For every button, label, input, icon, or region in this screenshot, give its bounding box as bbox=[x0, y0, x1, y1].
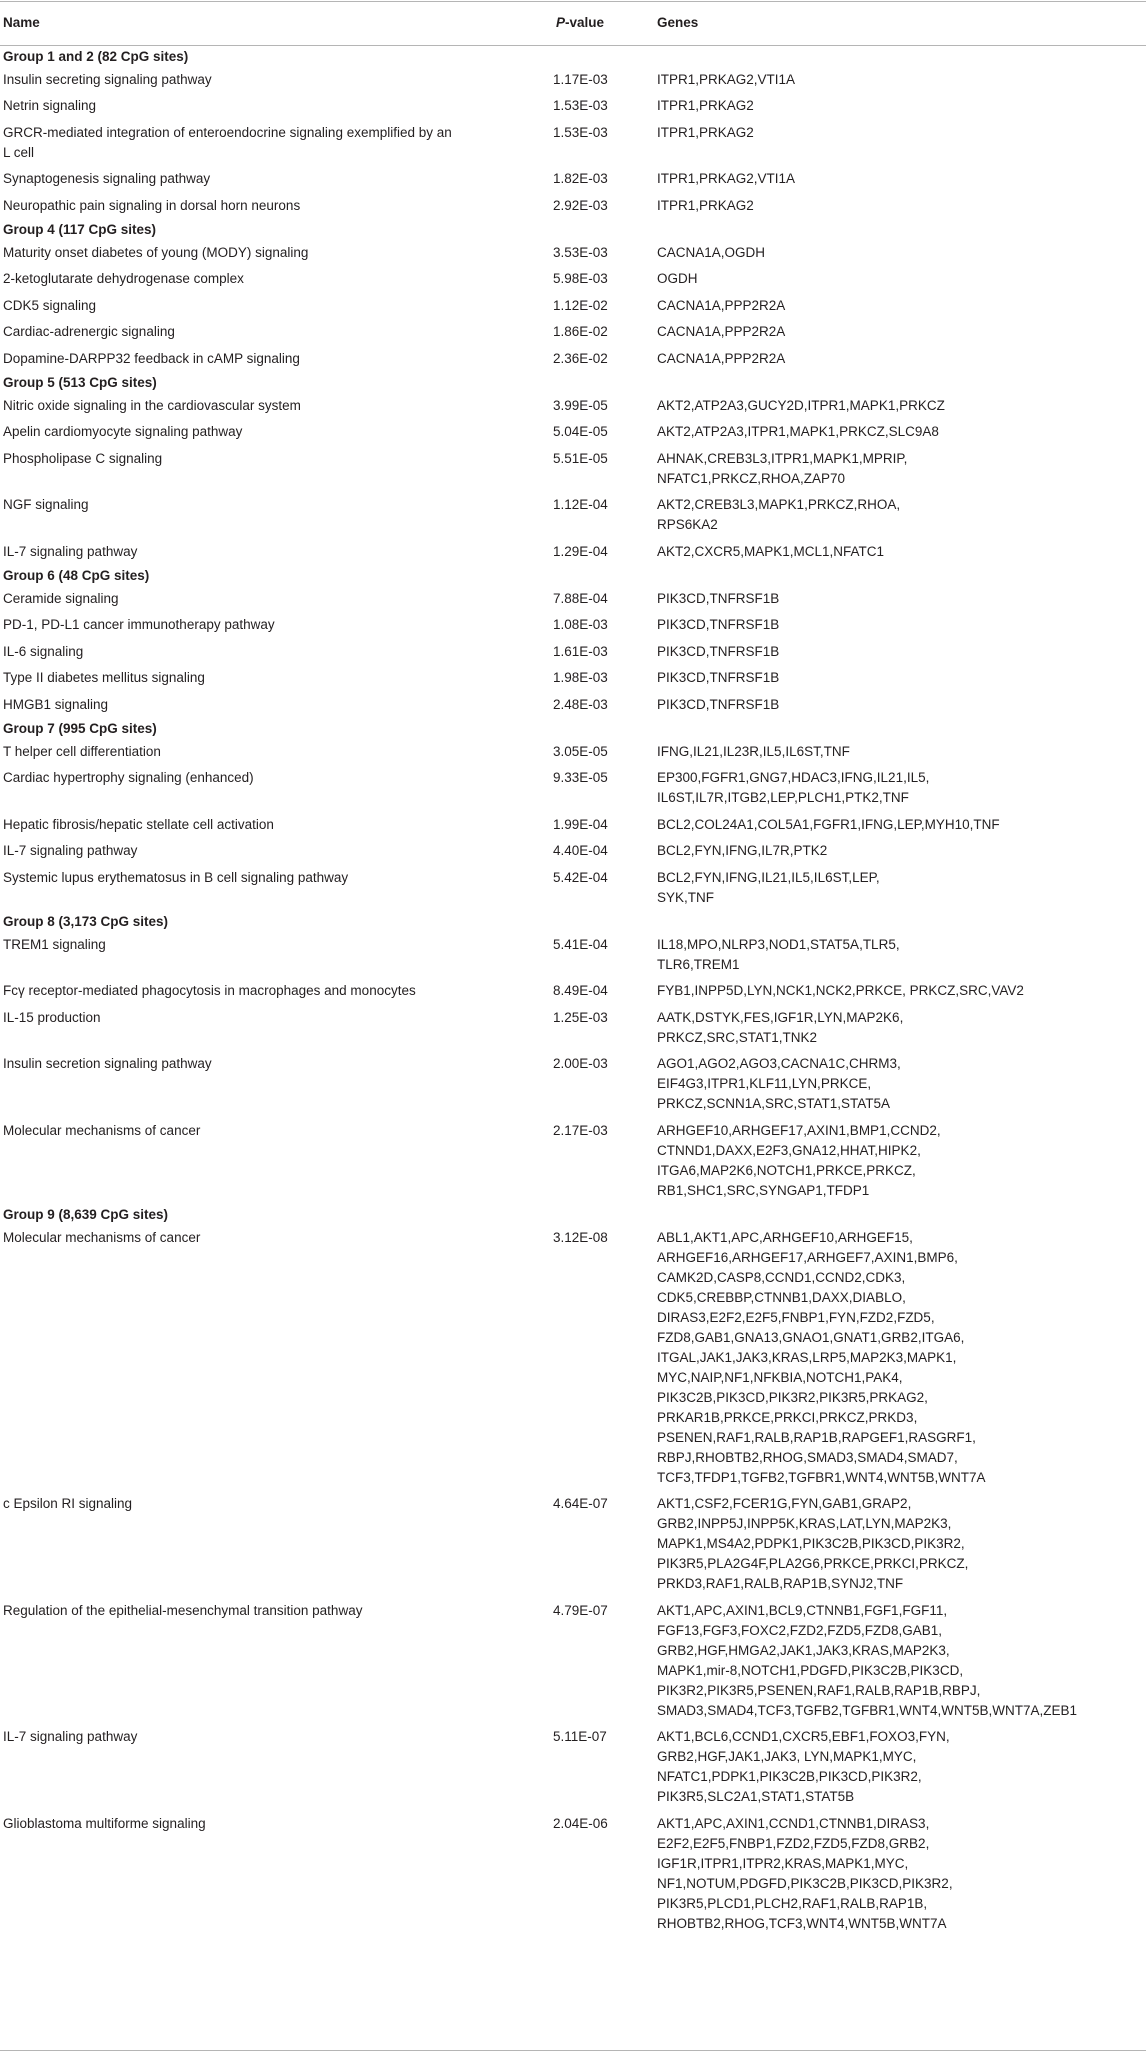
p-value: 3.12E-08 bbox=[553, 1229, 608, 1245]
gene-list bbox=[657, 396, 1137, 416]
gene-list-line: CAMK2D,CASP8,CCND1,CCND2,CDK3, bbox=[657, 1269, 906, 1285]
gene-list-line: MAPK1,MS4A2,PDPK1,PIK3C2B,PIK3CD,PIK3R2, bbox=[657, 1536, 965, 1551]
pathway-name bbox=[3, 695, 523, 715]
p-value: 1.29E-04 bbox=[553, 543, 608, 559]
gene-list-line: RBPJ,RHOBTB2,RHOG,SMAD3,SMAD4,SMAD7, bbox=[657, 1449, 958, 1465]
gene-list-line: TLR6,TREM1 bbox=[657, 956, 740, 972]
gene-list bbox=[657, 589, 1137, 609]
pathway-name-line: IL-7 signaling pathway bbox=[3, 543, 138, 559]
gene-list-line: PIK3CD,TNFRSF1B bbox=[657, 696, 780, 712]
pathway-name-line: Ceramide signaling bbox=[3, 590, 119, 606]
p-value: 7.88E-04 bbox=[553, 590, 608, 606]
gene-list-line: ITPR1,PRKAG2,VTI1A bbox=[657, 171, 796, 186]
pathway-name bbox=[3, 1727, 523, 1747]
gene-list bbox=[657, 1601, 1137, 1721]
gene-list bbox=[657, 123, 1137, 143]
gene-list-line: PIK3C2B,PIK3CD,PIK3R2,PIK3R5,PRKAG2, bbox=[657, 1389, 928, 1405]
gene-list bbox=[657, 70, 1137, 90]
gene-list-line: AKT2,CREB3L3,MAPK1,PRKCZ,RHOA, bbox=[657, 497, 901, 512]
gene-list-line: ITPR1,PRKAG2 bbox=[657, 98, 754, 113]
gene-list-line: EP300,FGFR1,GNG7,HDAC3,IFNG,IL21,IL5, bbox=[657, 770, 930, 785]
pathway-name bbox=[3, 841, 523, 861]
p-value: 3.53E-03 bbox=[553, 244, 608, 260]
p-value: 8.49E-04 bbox=[553, 983, 608, 998]
gene-list-line: PIK3R5,PLA2G4F,PLA2G6,PRKCE,PRKCI,PRKCZ, bbox=[657, 1556, 969, 1571]
p-value: 1.53E-03 bbox=[553, 98, 608, 113]
gene-list bbox=[657, 243, 1137, 263]
gene-list-line: IL18,MPO,NLRP3,NOD1,STAT5A,TLR5, bbox=[657, 936, 900, 952]
pathway-name-line: Cardiac hypertrophy signaling (enhanced) bbox=[3, 770, 254, 785]
pathway-name-line: CDK5 signaling bbox=[3, 297, 97, 313]
gene-list-line: CDK5,CREBBP,CTNNB1,DAXX,DIABLO, bbox=[657, 1289, 906, 1305]
pathway-name bbox=[3, 668, 523, 688]
p-value: 1.25E-03 bbox=[553, 1009, 608, 1025]
gene-list-line: CACNA1A,PPP2R2A bbox=[657, 350, 786, 366]
p-value: 1.86E-02 bbox=[553, 324, 608, 339]
pathway-name-line: Insulin secretion signaling pathway bbox=[3, 1056, 212, 1071]
pathway-name bbox=[3, 169, 523, 189]
gene-list-line: BCL2,COL24A1,COL5A1,FGFR1,IFNG,LEP,MYH10,TNF bbox=[657, 816, 1000, 832]
group-heading: Group 6 (48 CpG sites) bbox=[3, 568, 150, 583]
gene-list-line: AKT2,ATP2A3,ITPR1,MAPK1,PRKCZ,SLC9A8 bbox=[657, 424, 939, 439]
pathway-name bbox=[3, 449, 523, 469]
pathway-name bbox=[3, 1814, 523, 1834]
p-value: 1.99E-04 bbox=[553, 816, 608, 832]
pathway-name bbox=[3, 742, 523, 762]
group-heading: Group 1 and 2 (82 CpG sites) bbox=[3, 49, 189, 64]
gene-list bbox=[657, 1727, 1137, 1807]
pathway-name-line: IL-7 signaling pathway bbox=[3, 1729, 138, 1744]
gene-list-line: FGF13,FGF3,FOXC2,FZD2,FZD5,FZD8,GAB1, bbox=[657, 1622, 943, 1638]
pathway-name bbox=[3, 243, 523, 263]
gene-list bbox=[657, 349, 1137, 369]
gene-list-line: ARHGEF10,ARHGEF17,AXIN1,BMP1,CCND2, bbox=[657, 1122, 941, 1138]
gene-list-line: CACNA1A,PPP2R2A bbox=[657, 297, 786, 313]
gene-list bbox=[657, 1008, 1137, 1048]
group-heading: Group 7 (995 CpG sites) bbox=[3, 721, 157, 736]
gene-list-line: SMAD3,SMAD4,TCF3,TGFB2,TGFBR1,WNT4,WNT5B,WNT7A,ZEB1 bbox=[657, 1702, 1078, 1718]
gene-list-line: OGDH bbox=[657, 271, 698, 286]
pathway-name bbox=[3, 589, 523, 609]
pathway-name bbox=[3, 495, 523, 515]
gene-list bbox=[657, 981, 1137, 1001]
pathway-name-line: Nitric oxide signaling in the cardiovascular system bbox=[3, 397, 301, 413]
pathway-name-line: Dopamine-DARPP32 feedback in cAMP signaling bbox=[3, 350, 300, 366]
pathway-name bbox=[3, 1121, 523, 1141]
p-value: 1.53E-03 bbox=[553, 124, 608, 140]
pathway-name-line: HMGB1 signaling bbox=[3, 696, 109, 712]
gene-list-line: PSENEN,RAF1,RALB,RAP1B,RAPGEF1,RASGRF1, bbox=[657, 1429, 976, 1445]
gene-list bbox=[657, 668, 1137, 688]
gene-list bbox=[657, 542, 1137, 562]
gene-list-line: ITGAL,JAK1,JAK3,KRAS,LRP5,MAP2K3,MAPK1, bbox=[657, 1349, 957, 1365]
header-pvalue bbox=[556, 15, 604, 30]
pathway-name bbox=[3, 269, 523, 289]
gene-list-line: ITGA6,MAP2K6,NOTCH1,PRKCE,PRKCZ, bbox=[657, 1162, 916, 1178]
pathway-name bbox=[3, 642, 523, 662]
p-value: 4.40E-04 bbox=[553, 843, 608, 858]
header-pvalue-suffix: -value bbox=[565, 15, 605, 30]
pathway-name-line: Regulation of the epithelial-mesenchymal transition pathway bbox=[3, 1602, 363, 1618]
pathway-name-line: Phospholipase C signaling bbox=[3, 450, 163, 466]
p-value: 2.00E-03 bbox=[553, 1056, 608, 1071]
group-heading: Group 9 (8,639 CpG sites) bbox=[3, 1207, 169, 1222]
p-value: 5.11E-07 bbox=[553, 1729, 607, 1744]
p-value: 1.98E-03 bbox=[553, 670, 608, 685]
pathway-name-line: Synaptogenesis signaling pathway bbox=[3, 171, 211, 186]
gene-list-line: PIK3CD,TNFRSF1B bbox=[657, 590, 780, 606]
top-rule bbox=[0, 1, 1146, 2]
gene-list-line: RPS6KA2 bbox=[657, 517, 718, 532]
pathway-name-line: Molecular mechanisms of cancer bbox=[3, 1122, 201, 1138]
gene-list-line: ITPR1,PRKAG2 bbox=[657, 197, 754, 213]
pathway-name-line: NGF signaling bbox=[3, 497, 89, 512]
pathway-name-line: IL-15 production bbox=[3, 1009, 101, 1025]
pathway-name-line: Molecular mechanisms of cancer bbox=[3, 1229, 201, 1245]
pathway-name bbox=[3, 868, 523, 888]
pathway-name bbox=[3, 1008, 523, 1028]
gene-list-line: AKT1,APC,AXIN1,BCL9,CTNNB1,FGF1,FGF11, bbox=[657, 1602, 948, 1618]
gene-list-line: ABL1,AKT1,APC,ARHGEF10,ARHGEF15, bbox=[657, 1229, 913, 1245]
gene-list-line: PRKCZ,SRC,STAT1,TNK2 bbox=[657, 1029, 818, 1045]
gene-list-line: PRKCZ,SCNN1A,SRC,STAT1,STAT5A bbox=[657, 1096, 891, 1111]
pathway-name-line: Type II diabetes mellitus signaling bbox=[3, 670, 205, 685]
header-rule bbox=[0, 45, 1146, 46]
p-value: 1.61E-03 bbox=[553, 643, 608, 659]
pathway-name bbox=[3, 396, 523, 416]
gene-list bbox=[657, 449, 1137, 489]
gene-list-line: TCF3,TFDP1,TGFB2,TGFBR1,WNT4,WNT5B,WNT7A bbox=[657, 1469, 986, 1485]
gene-list-line: AKT2,ATP2A3,GUCY2D,ITPR1,MAPK1,PRKCZ bbox=[657, 397, 945, 413]
gene-list-line: NF1,NOTUM,PDGFD,PIK3C2B,PIK3CD,PIK3R2, bbox=[657, 1875, 953, 1891]
p-value: 2.48E-03 bbox=[553, 696, 608, 712]
pathway-name bbox=[3, 1494, 523, 1514]
gene-list-line: AKT1,APC,AXIN1,CCND1,CTNNB1,DIRAS3, bbox=[657, 1815, 930, 1831]
gene-list bbox=[657, 642, 1137, 662]
pathway-name bbox=[3, 322, 523, 342]
gene-list-line: PIK3R5,SLC2A1,STAT1,STAT5B bbox=[657, 1789, 855, 1804]
pathway-name-line: TREM1 signaling bbox=[3, 936, 106, 952]
p-value: 9.33E-05 bbox=[553, 770, 608, 785]
gene-list bbox=[657, 495, 1137, 535]
p-value: 3.99E-05 bbox=[553, 397, 608, 413]
header-name: Name bbox=[3, 15, 40, 30]
gene-list bbox=[657, 169, 1137, 189]
gene-list bbox=[657, 296, 1137, 316]
gene-list bbox=[657, 96, 1137, 116]
pathway-name bbox=[3, 1601, 523, 1621]
p-value: 2.17E-03 bbox=[553, 1122, 608, 1138]
gene-list-line: FYB1,INPP5D,LYN,NCK1,NCK2,PRKCE, PRKCZ,SRC,VAV2 bbox=[657, 983, 1024, 998]
gene-list bbox=[657, 841, 1137, 861]
gene-list-line: PIK3R2,PIK3R5,PSENEN,RAF1,RALB,RAP1B,RBPJ, bbox=[657, 1682, 981, 1698]
pathway-name-line: Glioblastoma multiforme signaling bbox=[3, 1815, 206, 1831]
gene-list-line: CACNA1A,PPP2R2A bbox=[657, 324, 786, 339]
p-value: 1.08E-03 bbox=[553, 617, 608, 632]
gene-list-line: ITPR1,PRKAG2 bbox=[657, 124, 754, 140]
gene-list bbox=[657, 615, 1137, 635]
p-value: 5.98E-03 bbox=[553, 271, 608, 286]
pathway-name bbox=[3, 981, 523, 1001]
gene-list-line: BCL2,FYN,IFNG,IL21,IL5,IL6ST,LEP, bbox=[657, 869, 880, 885]
gene-list-line: GRB2,HGF,JAK1,JAK3, LYN,MAPK1,MYC, bbox=[657, 1749, 917, 1764]
gene-list bbox=[657, 422, 1137, 442]
p-value: 1.12E-02 bbox=[553, 297, 608, 313]
pathway-name bbox=[3, 123, 523, 163]
gene-list-line: CACNA1A,OGDH bbox=[657, 244, 766, 260]
gene-list bbox=[657, 322, 1137, 342]
pathway-name bbox=[3, 542, 523, 562]
p-value: 5.42E-04 bbox=[553, 869, 608, 885]
p-value: 5.51E-05 bbox=[553, 450, 608, 466]
pathway-name-line: c Epsilon RI signaling bbox=[3, 1496, 133, 1511]
pathway-name-line: Hepatic fibrosis/hepatic stellate cell activation bbox=[3, 816, 274, 832]
gene-list bbox=[657, 1228, 1137, 1488]
gene-list bbox=[657, 1054, 1137, 1114]
gene-list-line: PRKD3,RAF1,RALB,RAP1B,SYNJ2,TNF bbox=[657, 1576, 904, 1591]
gene-list-line: E2F2,E2F5,FNBP1,FZD2,FZD5,FZD8,GRB2, bbox=[657, 1835, 930, 1851]
pathway-name bbox=[3, 70, 523, 90]
p-value: 4.79E-07 bbox=[553, 1602, 608, 1618]
gene-list-line: PIK3CD,TNFRSF1B bbox=[657, 643, 780, 659]
pathway-name bbox=[3, 296, 523, 316]
group-heading: Group 8 (3,173 CpG sites) bbox=[3, 914, 169, 929]
gene-list bbox=[657, 868, 1137, 908]
pathway-name-line: Cardiac-adrenergic signaling bbox=[3, 324, 175, 339]
gene-list-line: GRB2,HGF,HMGA2,JAK1,JAK3,KRAS,MAP2K3, bbox=[657, 1642, 950, 1658]
gene-list-line: PIK3CD,TNFRSF1B bbox=[657, 617, 780, 632]
pathway-name bbox=[3, 96, 523, 116]
gene-list bbox=[657, 1121, 1137, 1201]
pathway-name-line: T helper cell differentiation bbox=[3, 743, 161, 759]
pathway-name-line: IL-7 signaling pathway bbox=[3, 843, 138, 858]
gene-list-line: NFATC1,PRKCZ,RHOA,ZAP70 bbox=[657, 470, 846, 486]
gene-list-line: DIRAS3,E2F2,E2F5,FNBP1,FYN,FZD2,FZD5, bbox=[657, 1309, 935, 1325]
gene-list-line: IFNG,IL21,IL23R,IL5,IL6ST,TNF bbox=[657, 743, 850, 759]
gene-list-line: GRB2,INPP5J,INPP5K,KRAS,LAT,LYN,MAP2K3, bbox=[657, 1516, 952, 1531]
pathway-name-line: Systemic lupus erythematosus in B cell signaling pathway bbox=[3, 869, 349, 885]
gene-list-line: MYC,NAIP,NF1,NFKBIA,NOTCH1,PAK4, bbox=[657, 1369, 903, 1385]
pathway-name-line: Apelin cardiomyocyte signaling pathway bbox=[3, 424, 243, 439]
gene-list-line: IL6ST,IL7R,ITGB2,LEP,PLCH1,PTK2,TNF bbox=[657, 790, 909, 805]
gene-list-line: AKT2,CXCR5,MAPK1,MCL1,NFATC1 bbox=[657, 543, 885, 559]
gene-list-line: RHOBTB2,RHOG,TCF3,WNT4,WNT5B,WNT7A bbox=[657, 1915, 947, 1931]
gene-list bbox=[657, 1494, 1137, 1594]
pathway-name-line: L cell bbox=[3, 144, 35, 160]
gene-list-line: ARHGEF16,ARHGEF17,ARHGEF7,AXIN1,BMP6, bbox=[657, 1249, 958, 1265]
pathway-name-line: Neuropathic pain signaling in dorsal horn neurons bbox=[3, 197, 301, 213]
pathway-name bbox=[3, 1054, 523, 1074]
gene-list bbox=[657, 935, 1137, 975]
pathway-name-line: IL-6 signaling bbox=[3, 643, 84, 659]
p-value: 2.04E-06 bbox=[553, 1815, 608, 1831]
pathway-name-line: GRCR-mediated integration of enteroendocrine signaling exemplified by an bbox=[3, 124, 452, 140]
gene-list bbox=[657, 815, 1137, 835]
pathway-name bbox=[3, 422, 523, 442]
gene-list-line: MAPK1,mir-8,NOTCH1,PDGFD,PIK3C2B,PIK3CD, bbox=[657, 1662, 964, 1678]
bottom-rule bbox=[0, 2050, 1146, 2051]
p-value: 1.17E-03 bbox=[553, 71, 608, 87]
p-value: 3.05E-05 bbox=[553, 743, 608, 759]
gene-list-line: BCL2,FYN,IFNG,IL7R,PTK2 bbox=[657, 843, 828, 858]
p-value: 2.36E-02 bbox=[553, 350, 608, 366]
header-genes: Genes bbox=[657, 15, 699, 30]
gene-list bbox=[657, 742, 1137, 762]
gene-list-line: PIK3R5,PLCD1,PLCH2,RAF1,RALB,RAP1B, bbox=[657, 1895, 928, 1911]
gene-list-line: AGO1,AGO2,AGO3,CACNA1C,CHRM3, bbox=[657, 1056, 901, 1071]
gene-list-line: SYK,TNF bbox=[657, 889, 715, 905]
gene-list-line: EIF4G3,ITPR1,KLF11,LYN,PRKCE, bbox=[657, 1076, 872, 1091]
p-value: 5.04E-05 bbox=[553, 424, 608, 439]
gene-list-line: AHNAK,CREB3L3,ITPR1,MAPK1,MPRIP, bbox=[657, 450, 908, 466]
group-heading: Group 4 (117 CpG sites) bbox=[3, 222, 157, 237]
gene-list-line: ITPR1,PRKAG2,VTI1A bbox=[657, 71, 796, 87]
gene-list-line: CTNND1,DAXX,E2F3,GNA12,HHAT,HIPK2, bbox=[657, 1142, 921, 1158]
p-value: 1.82E-03 bbox=[553, 171, 608, 186]
pathway-name-line: Fcγ receptor-mediated phagocytosis in macrophages and monocytes bbox=[3, 983, 416, 998]
pathway-name bbox=[3, 196, 523, 216]
gene-list-line: RB1,SHC1,SRC,SYNGAP1,TFDP1 bbox=[657, 1182, 870, 1198]
p-value: 5.41E-04 bbox=[553, 936, 608, 952]
pathway-name bbox=[3, 615, 523, 635]
p-value: 2.92E-03 bbox=[553, 197, 608, 213]
header-pvalue-italic: P bbox=[556, 15, 566, 30]
pathway-name-line: 2-ketoglutarate dehydrogenase complex bbox=[3, 271, 244, 286]
pathway-name bbox=[3, 768, 523, 788]
gene-list bbox=[657, 768, 1137, 808]
gene-list bbox=[657, 196, 1137, 216]
gene-list-line: AATK,DSTYK,FES,IGF1R,LYN,MAP2K6, bbox=[657, 1009, 904, 1025]
pathway-name bbox=[3, 935, 523, 955]
gene-list-line: FZD8,GAB1,GNA13,GNAO1,GNAT1,GRB2,ITGA6, bbox=[657, 1329, 965, 1345]
p-value: 1.12E-04 bbox=[553, 497, 608, 512]
gene-list-line: PRKAR1B,PRKCE,PRKCI,PRKCZ,PRKD3, bbox=[657, 1409, 918, 1425]
gene-list-line: IGF1R,ITPR1,ITPR2,KRAS,MAPK1,MYC, bbox=[657, 1855, 909, 1871]
pathway-name-line: Maturity onset diabetes of young (MODY) signaling bbox=[3, 244, 309, 260]
gene-list bbox=[657, 695, 1137, 715]
pathway-name bbox=[3, 1228, 523, 1248]
gene-list bbox=[657, 269, 1137, 289]
gene-list-line: AKT1,CSF2,FCER1G,FYN,GAB1,GRAP2, bbox=[657, 1496, 912, 1511]
group-heading: Group 5 (513 CpG sites) bbox=[3, 375, 157, 390]
pathway-name-line: PD-1, PD-L1 cancer immunotherapy pathway bbox=[3, 617, 275, 632]
gene-list-line: NFATC1,PDPK1,PIK3C2B,PIK3CD,PIK3R2, bbox=[657, 1769, 922, 1784]
gene-list-line: PIK3CD,TNFRSF1B bbox=[657, 670, 780, 685]
p-value: 4.64E-07 bbox=[553, 1496, 608, 1511]
pathway-name-line: Insulin secreting signaling pathway bbox=[3, 71, 212, 87]
pathway-name bbox=[3, 349, 523, 369]
pathway-name bbox=[3, 815, 523, 835]
gene-list-line: AKT1,BCL6,CCND1,CXCR5,EBF1,FOXO3,FYN, bbox=[657, 1729, 950, 1744]
gene-list bbox=[657, 1814, 1137, 1934]
pathway-name-line: Netrin signaling bbox=[3, 98, 97, 113]
